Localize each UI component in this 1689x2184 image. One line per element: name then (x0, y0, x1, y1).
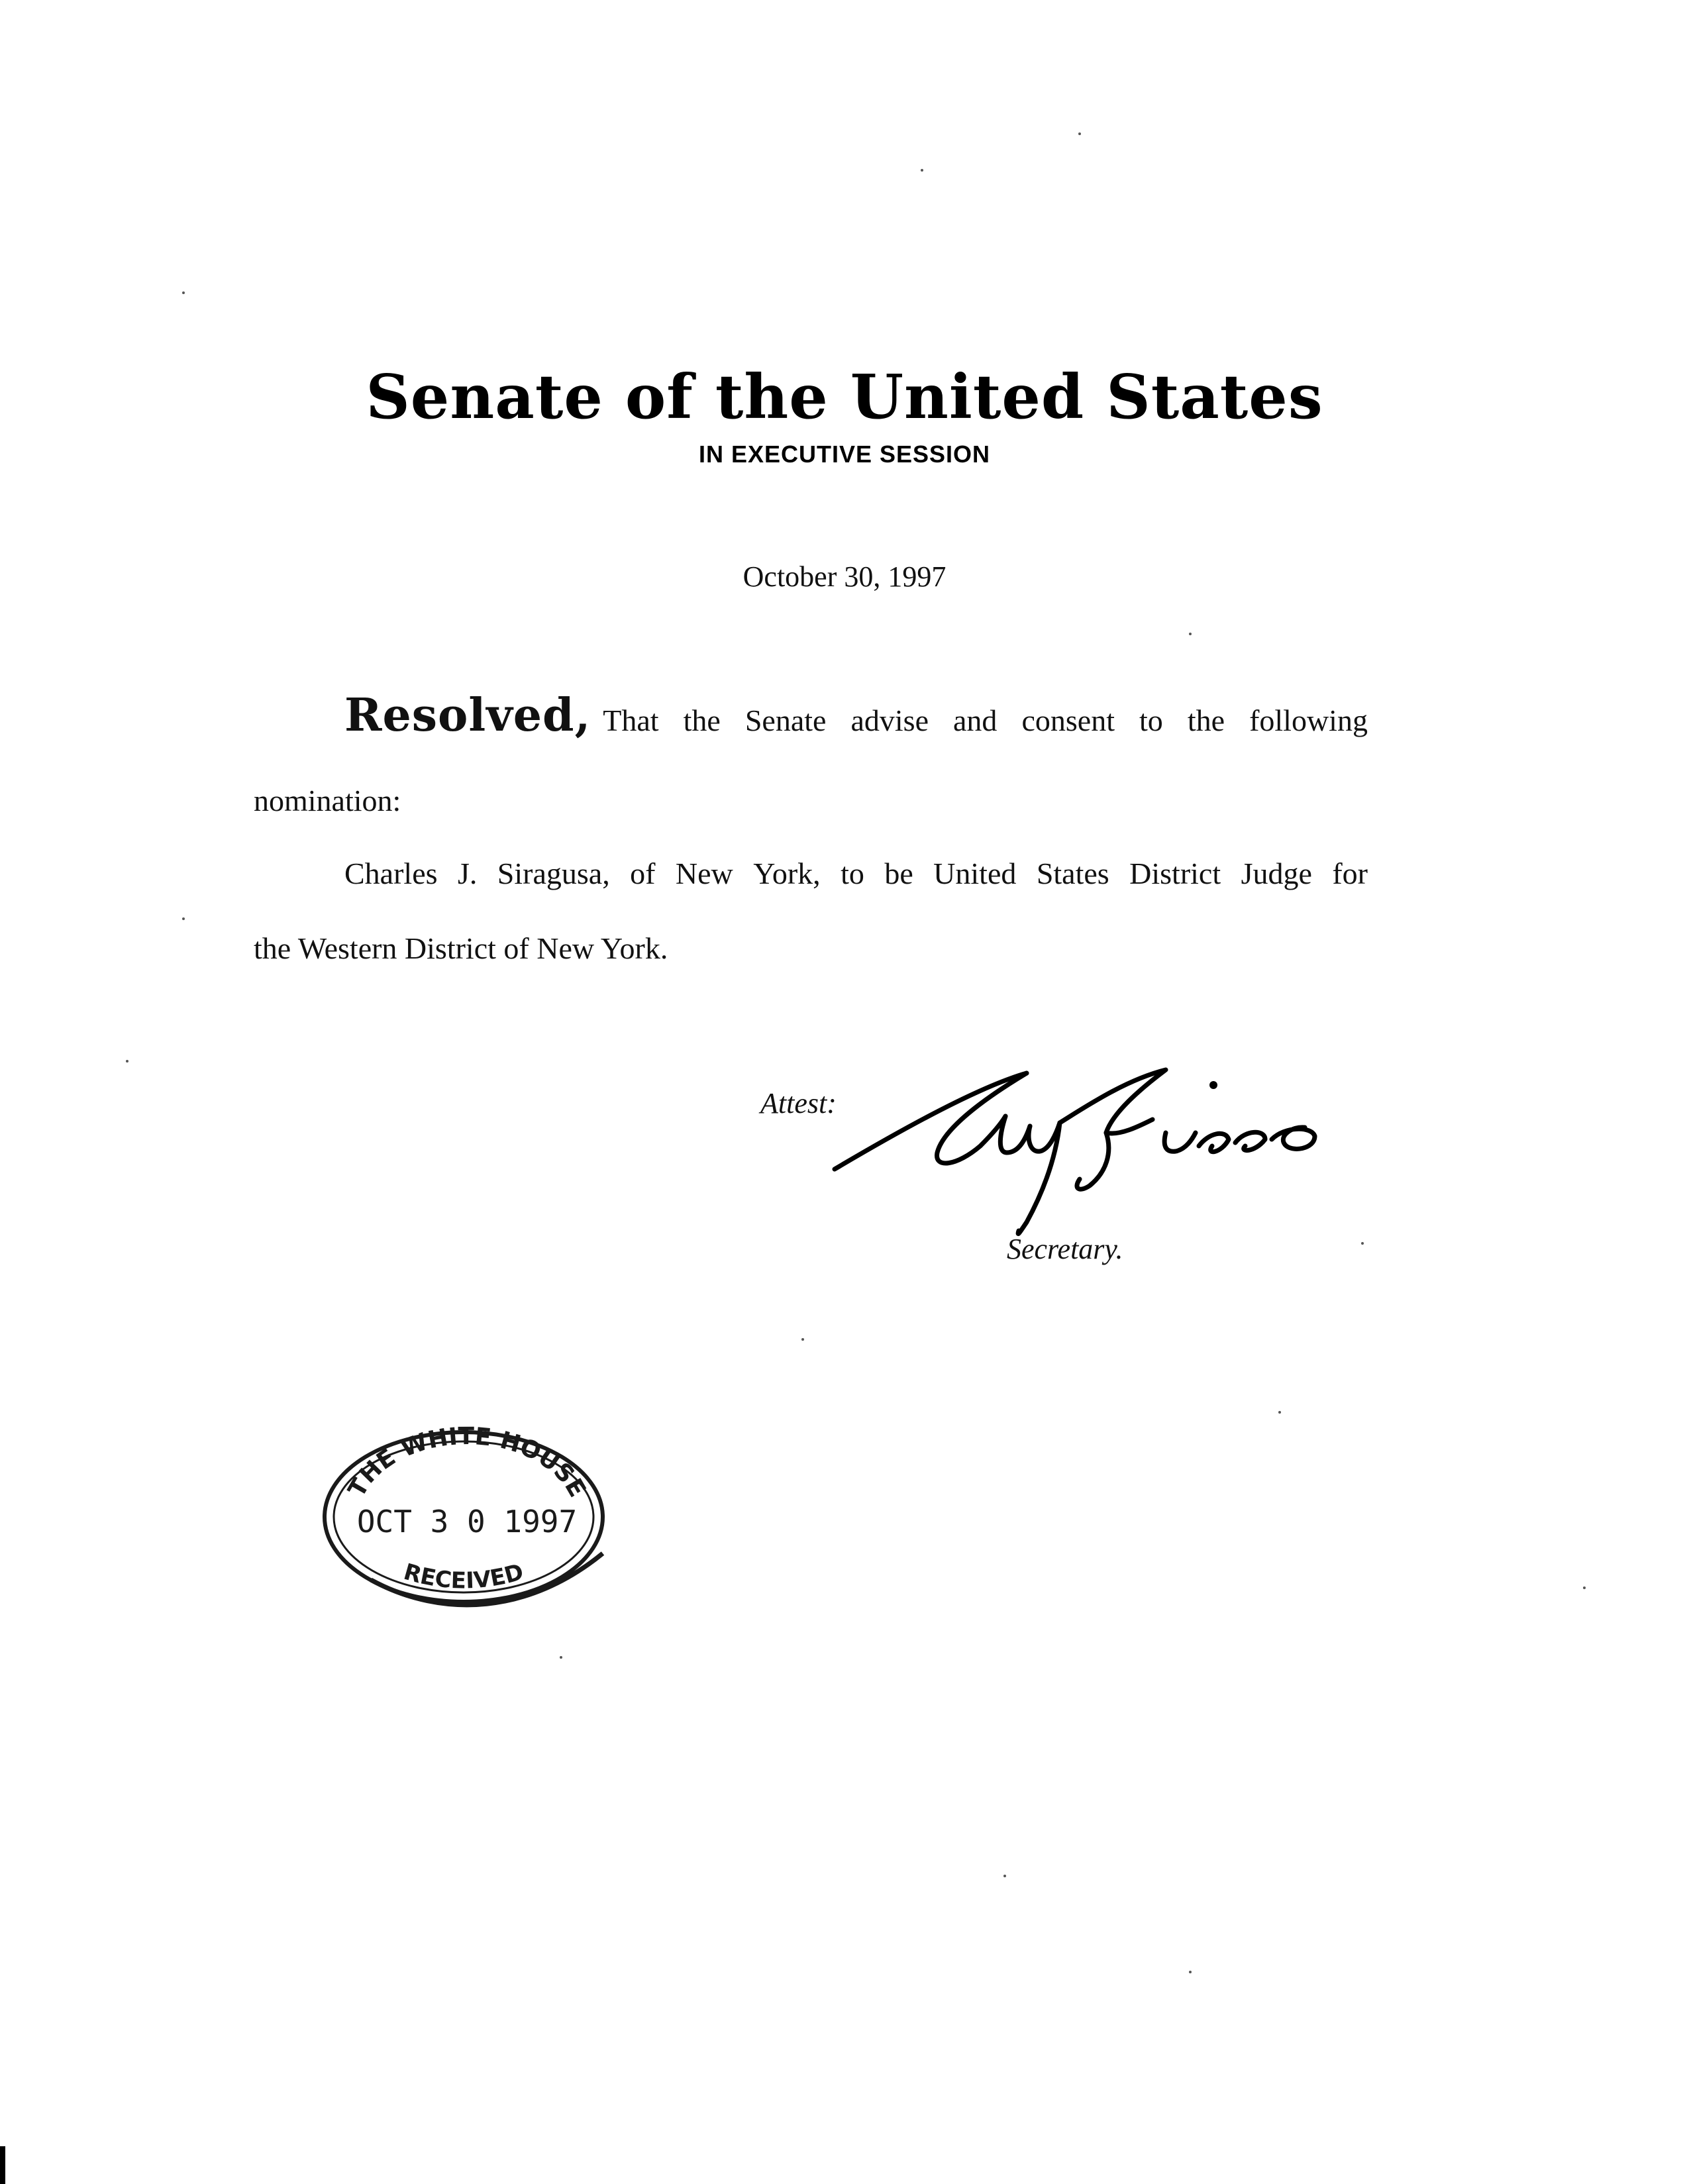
white-house-received-stamp (311, 1421, 616, 1613)
nomination-word: Siragusa, (497, 857, 610, 890)
scan-speck (1078, 132, 1081, 135)
resolution-word: the (683, 703, 721, 737)
nomination-word: J. (457, 857, 478, 890)
resolution-word: and (953, 703, 998, 737)
scan-speck (1189, 1971, 1192, 1973)
resolution-word: following (1249, 703, 1368, 737)
resolution-word: advise (850, 703, 929, 737)
nomination-word: to (841, 857, 864, 890)
resolution-word: to (1139, 703, 1163, 737)
nomination-word: District (1129, 857, 1221, 890)
nomination-word: Judge (1241, 857, 1312, 890)
resolution-date: October 30, 1997 (742, 560, 947, 593)
scan-speck (801, 1338, 804, 1341)
scan-speck (1361, 1242, 1364, 1245)
scan-speck (1583, 1586, 1586, 1589)
senate-title: Senate of the United States (366, 361, 1323, 433)
stamp-date-text: OCT 3 0 1997 (356, 1504, 578, 1539)
resolution-text-line1 (603, 703, 1368, 738)
secretary-label: Secretary. (1007, 1233, 1123, 1265)
resolution-word: the (1187, 703, 1225, 737)
nomination-word: for (1332, 857, 1368, 890)
resolution-first-line (344, 689, 1368, 742)
stamp-top-text: THE WHITE HOUSE (343, 1422, 591, 1502)
resolved-word: Resolved, (344, 689, 591, 742)
scan-speck (182, 291, 185, 294)
scan-speck (560, 1656, 562, 1659)
nomination-word: York, (753, 857, 821, 890)
svg-text:RECEIVED (401, 1559, 527, 1594)
nomination-word: New (675, 857, 733, 890)
scan-speck (1003, 1875, 1006, 1877)
resolution-word: consent (1021, 703, 1115, 737)
resolution-text-line2: nomination: (254, 784, 401, 817)
resolution-word: That (603, 703, 659, 737)
attest-label: Attest: (760, 1087, 837, 1119)
nomination-word: of (630, 857, 656, 890)
scan-speck (182, 917, 185, 920)
scan-speck (921, 169, 923, 172)
nomination-word: Charles (344, 857, 438, 890)
nomination-word: States (1036, 857, 1109, 890)
resolution-word: Senate (744, 703, 827, 737)
scan-speck (1278, 1411, 1281, 1414)
scan-speck (1189, 633, 1192, 635)
scan-speck (126, 1060, 128, 1063)
nomination-text-line2: the Western District of New York. (254, 931, 668, 965)
svg-text:THE WHITE HOUSE (343, 1423, 591, 1502)
nomination-word: be (884, 857, 913, 890)
scan-edge-mark (0, 2146, 5, 2184)
nomination-word: United (933, 857, 1017, 890)
session-subtitle: IN EXECUTIVE SESSION (698, 441, 991, 468)
nomination-text-line1 (344, 856, 1368, 891)
stamp-bottom-text: RECEIVED (401, 1558, 527, 1594)
